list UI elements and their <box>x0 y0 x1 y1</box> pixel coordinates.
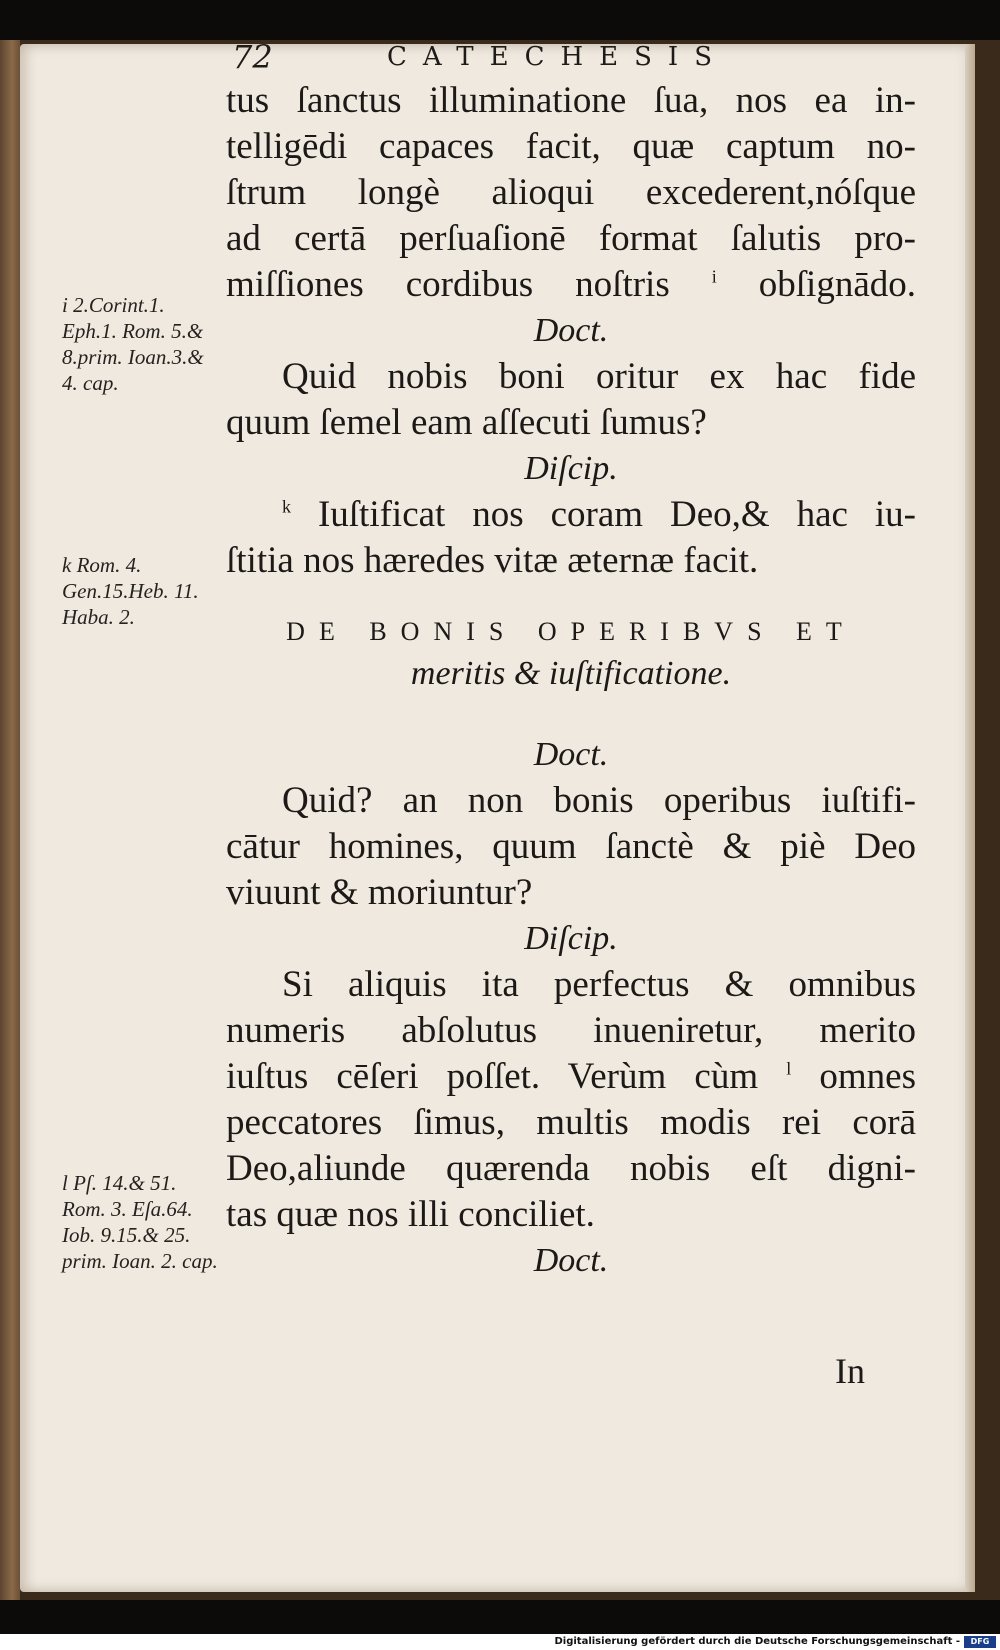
section-title: DE BONIS OPERIBVS ET <box>286 617 856 646</box>
book-cover-edge <box>0 40 20 1600</box>
text-line: cātur homines, quum ſanctè & piè Deo <box>226 826 916 867</box>
text-line <box>226 492 916 538</box>
note-marker-i: i <box>711 266 717 287</box>
text-fragment: omnes <box>819 1056 917 1097</box>
text-line: ad certā perſuaſionē format ſalutis pro- <box>226 218 916 259</box>
margin-note-l: l Pſ. 14.& 51. Rom. 3. Eſa.64. Iob. 9.15.& 25. prim. Ioan. 2. cap. <box>62 1171 218 1273</box>
text-line: ſtitia nos hæredes vitæ æternæ facit. <box>226 540 759 581</box>
speaker-label: Doct. <box>533 736 609 773</box>
text-line: tus ſanctus illuminatione ſua, nos ea in- <box>226 80 916 121</box>
note-marker-k: k <box>282 496 291 517</box>
text-line: quum ſemel eam aſſecuti ſumus? <box>226 402 707 443</box>
text-line: tas quæ nos illi conciliet. <box>226 1194 595 1235</box>
page-header <box>222 38 822 78</box>
text-fragment: iuſtus cēſeri poſſet. Verùm cùm <box>226 1056 759 1097</box>
page-number: 72 <box>232 38 273 76</box>
text-line: Deo,aliunde quærenda nobis eſt digni- <box>226 1148 916 1189</box>
text-fragment: miſſiones cordibus noſtris <box>226 264 670 305</box>
footer-credit: Digitalisierung gefördert durch die Deutsche Forschungsgemeinschaft - <box>554 1636 960 1647</box>
note-marker-l: l <box>786 1058 792 1079</box>
text-fragment: obſignādo. <box>758 264 917 305</box>
speaker-label: Doct. <box>533 1242 609 1279</box>
text-line: Si aliquis ita perfectus & omnibus <box>282 964 916 1005</box>
speaker-label: Diſcip. <box>524 920 618 957</box>
page-edge <box>965 44 975 1592</box>
margin-note-k: k Rom. 4. Gen.15.Heb. 11. Haba. 2. <box>62 553 199 629</box>
text-line: numeris abſolutus inueniretur, merito <box>226 1010 916 1051</box>
section-subtitle: meritis & iuſtificatione. <box>410 655 732 692</box>
text-line <box>226 262 916 308</box>
main-text <box>226 78 916 1284</box>
dfg-logo: DFG <box>964 1636 996 1648</box>
text-line: ſtrum longè alioqui excederent,nóſque <box>226 172 916 213</box>
text-line: viuunt & moriuntur? <box>226 872 533 913</box>
text-line: telligēdi capaces facit, quæ captum no- <box>226 126 916 167</box>
running-title: CATECHESIS <box>387 42 729 72</box>
text-fragment: Iuſtificat nos coram Deo,& hac iu- <box>317 494 917 535</box>
text-line: peccatores ſimus, multis modis rei corā <box>226 1102 916 1143</box>
text-line <box>226 1054 916 1100</box>
text-line: Quid nobis boni oritur ex hac fide <box>282 356 916 397</box>
margin-note-i: i 2.Corint.1. Eph.1. Rom. 5.& 8.prim. Ioan.3.& 4. cap. <box>62 293 204 395</box>
text-line: Quid? an non bonis operibus iuſtifi- <box>282 780 916 821</box>
catchword: In <box>835 1351 865 1391</box>
speaker-label: Diſcip. <box>524 450 618 487</box>
speaker-label: Doct. <box>533 312 609 349</box>
